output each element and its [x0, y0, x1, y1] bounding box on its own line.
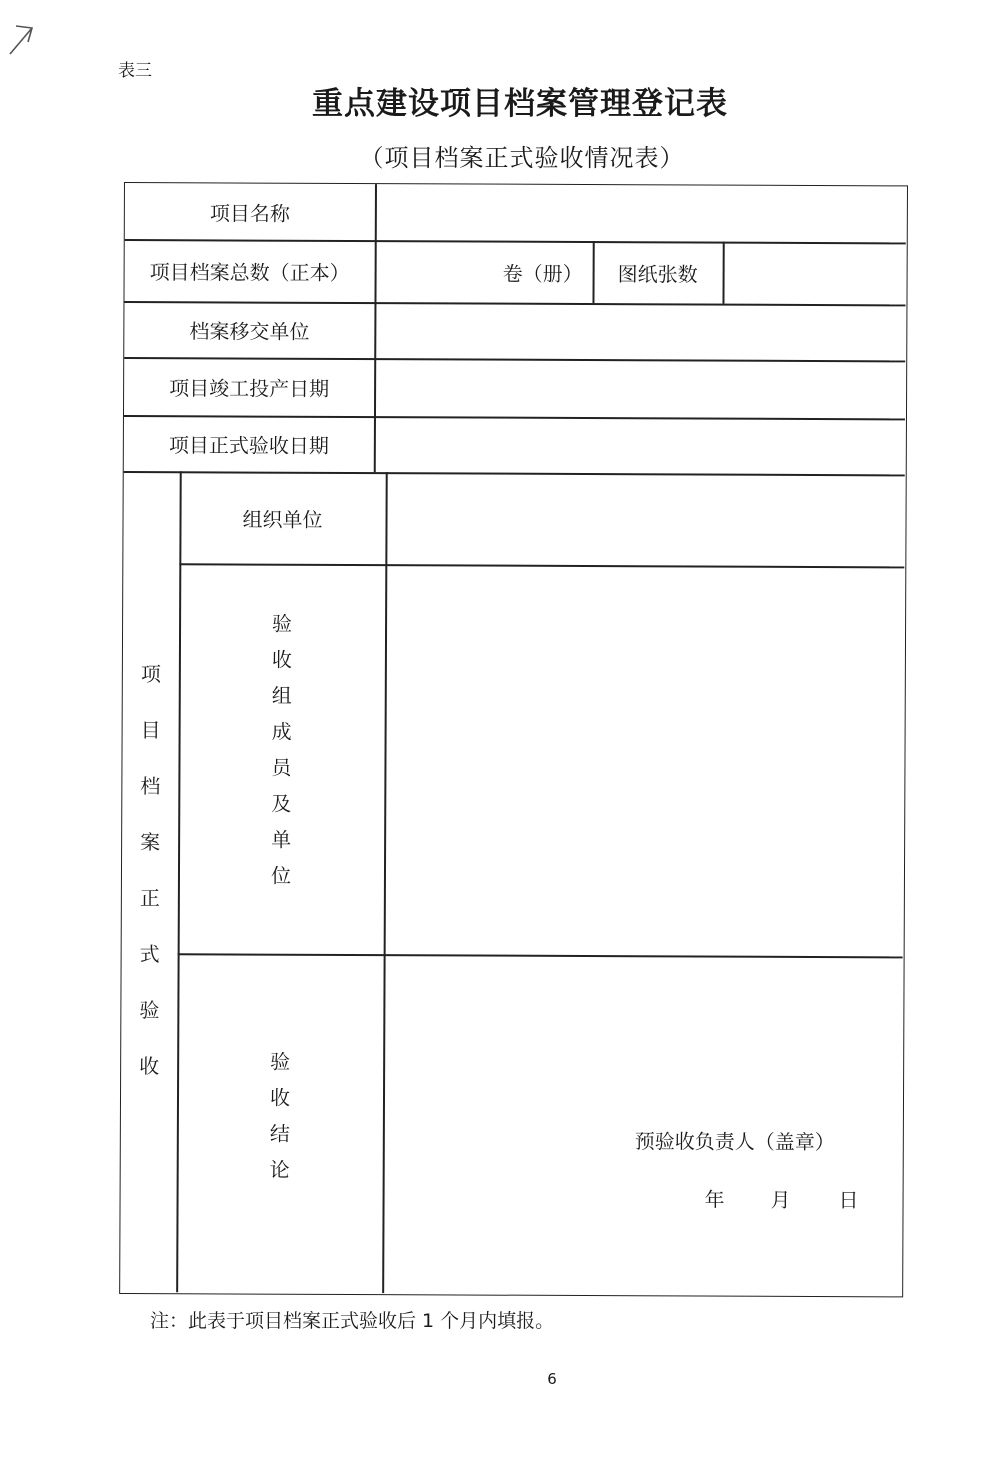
page-subtitle: （项目档案正式验收情况表）	[359, 144, 685, 172]
transfer-unit-field[interactable]	[374, 302, 905, 360]
vertical-char: 验	[272, 611, 293, 636]
members-field[interactable]	[384, 564, 905, 956]
transfer-unit-label: 档案移交单位	[189, 318, 310, 344]
members-label	[178, 607, 385, 908]
section-label-project-archive-acceptance	[121, 653, 179, 1123]
signer-label: 预验收负责人（盖章）	[634, 1129, 835, 1155]
vertical-char: 正	[139, 886, 160, 911]
page-number: 6	[547, 1370, 557, 1388]
vertical-char: 验	[270, 1049, 291, 1074]
vertical-char: 结	[269, 1121, 290, 1146]
vertical-char: 收	[269, 1085, 291, 1110]
vertical-char: 论	[269, 1157, 290, 1182]
vertical-char: 目	[140, 718, 161, 743]
table-number: 表三	[118, 61, 152, 81]
vertical-char: 组	[271, 683, 292, 708]
volumes-unit-label: 卷（册）	[502, 261, 583, 286]
vertical-char: 单	[271, 827, 292, 852]
acceptance-date-field[interactable]	[374, 416, 905, 474]
drawings-count-field[interactable]	[722, 242, 905, 305]
date-year-label: 年	[704, 1187, 725, 1212]
vertical-char: 档	[140, 774, 161, 799]
vertical-char: 及	[271, 791, 292, 816]
project-name-label: 项目名称	[209, 200, 290, 226]
vertical-char: 成	[271, 719, 292, 744]
page-title: 重点建设项目档案管理登记表	[312, 86, 728, 122]
registration-form-table	[119, 182, 908, 1297]
acceptance-date-label: 项目正式验收日期	[168, 432, 329, 458]
date-month-label: 月	[770, 1187, 791, 1212]
vertical-char: 收	[139, 1054, 160, 1079]
vertical-char: 验	[139, 998, 160, 1023]
vertical-char: 项	[140, 662, 161, 687]
drawings-count-label: 图纸张数	[617, 261, 698, 287]
project-name-field[interactable]	[501, 185, 906, 243]
completion-date-field[interactable]	[374, 358, 905, 418]
vertical-char: 案	[140, 830, 161, 855]
organizer-label: 组织单位	[242, 507, 323, 532]
vertical-char: 收	[271, 647, 292, 672]
conclusion-label	[177, 1043, 384, 1204]
organizer-field[interactable]	[385, 472, 904, 566]
total-volumes-label: 项目档案总数（正本）	[149, 259, 350, 285]
vertical-char: 式	[139, 942, 160, 967]
vertical-char: 位	[270, 863, 292, 888]
footnote: 注：此表于项目档案正式验收后 1 个月内填报。	[150, 1310, 555, 1332]
pen-mark-icon	[6, 18, 38, 58]
completion-date-label: 项目竣工投产日期	[169, 375, 330, 401]
date-day-label: 日	[838, 1188, 859, 1213]
vertical-char: 员	[271, 755, 292, 780]
